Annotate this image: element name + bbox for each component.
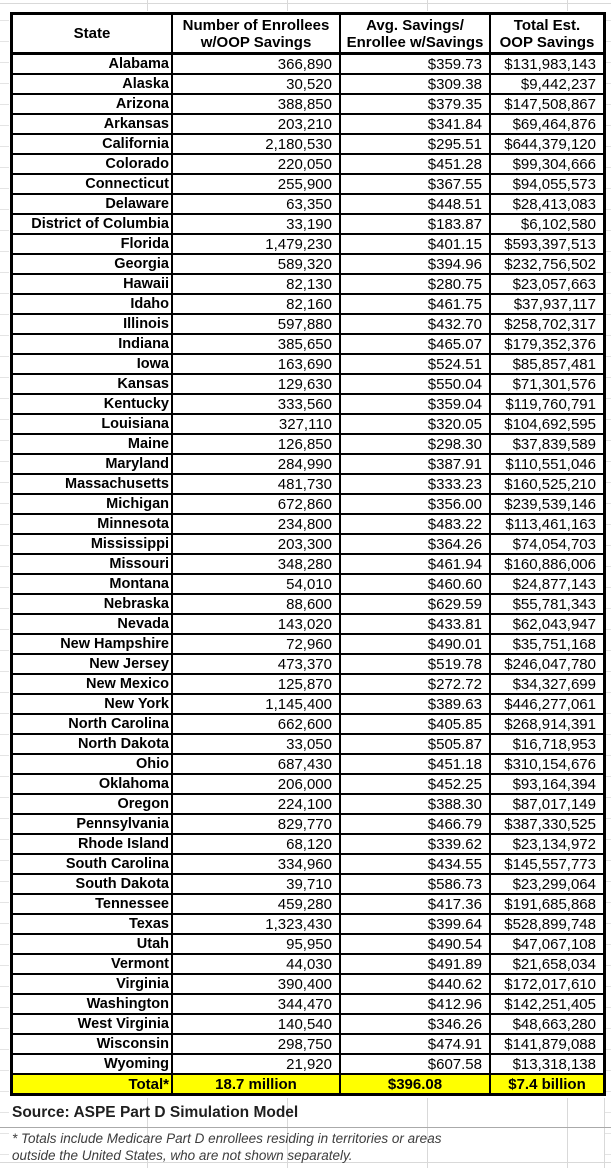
enrollees-cell: 390,400 bbox=[173, 975, 339, 993]
total-savings-cell: $172,017,610 bbox=[491, 975, 603, 993]
avg-savings-cell: $364.26 bbox=[341, 535, 489, 553]
footnote bbox=[12, 1130, 572, 1164]
enrollees-cell: 344,470 bbox=[173, 995, 339, 1013]
header-line: Number of Enrollees bbox=[182, 16, 330, 34]
state-cell: Washington bbox=[13, 995, 171, 1013]
total-savings-cell: $21,658,034 bbox=[491, 955, 603, 973]
state-cell: Pennsylvania bbox=[13, 815, 171, 833]
avg-savings-cell: $359.73 bbox=[341, 55, 489, 73]
state-cell: Georgia bbox=[13, 255, 171, 273]
total-row-avg-savings: $396.08 bbox=[341, 1075, 489, 1093]
avg-savings-cell: $491.89 bbox=[341, 955, 489, 973]
state-cell: Alabama bbox=[13, 55, 171, 73]
enrollees-cell: 54,010 bbox=[173, 575, 339, 593]
total-savings-cell: $160,886,006 bbox=[491, 555, 603, 573]
part-d-savings-table bbox=[10, 12, 606, 1096]
avg-savings-cell: $483.22 bbox=[341, 515, 489, 533]
total-savings-cell: $119,760,791 bbox=[491, 395, 603, 413]
total-savings-cell: $94,055,573 bbox=[491, 175, 603, 193]
total-savings-cell: $48,663,280 bbox=[491, 1015, 603, 1033]
total-savings-cell: $23,134,972 bbox=[491, 835, 603, 853]
enrollees-cell: 2,180,530 bbox=[173, 135, 339, 153]
gridline bbox=[147, 0, 148, 11]
total-savings-cell: $87,017,149 bbox=[491, 795, 603, 813]
state-cell: New Hampshire bbox=[13, 635, 171, 653]
header-line: Avg. Savings/ bbox=[366, 16, 464, 34]
avg-savings-cell: $333.23 bbox=[341, 475, 489, 493]
enrollees-cell: 333,560 bbox=[173, 395, 339, 413]
enrollees-cell: 63,350 bbox=[173, 195, 339, 213]
enrollees-cell: 143,020 bbox=[173, 615, 339, 633]
total-savings-cell: $160,525,210 bbox=[491, 475, 603, 493]
avg-savings-cell: $524.51 bbox=[341, 355, 489, 373]
total-savings-cell: $16,718,953 bbox=[491, 735, 603, 753]
total-savings-cell: $47,067,108 bbox=[491, 935, 603, 953]
state-cell: Massachusetts bbox=[13, 475, 171, 493]
total-savings-cell: $179,352,376 bbox=[491, 335, 603, 353]
enrollees-cell: 672,860 bbox=[173, 495, 339, 513]
avg-savings-cell: $433.81 bbox=[341, 615, 489, 633]
avg-savings-cell: $452.25 bbox=[341, 775, 489, 793]
enrollees-cell: 163,690 bbox=[173, 355, 339, 373]
state-cell: New Jersey bbox=[13, 655, 171, 673]
enrollees-cell: 481,730 bbox=[173, 475, 339, 493]
avg-savings-cell: $295.51 bbox=[341, 135, 489, 153]
avg-savings-cell: $519.78 bbox=[341, 655, 489, 673]
enrollees-cell: 255,900 bbox=[173, 175, 339, 193]
total-savings-cell: $258,702,317 bbox=[491, 315, 603, 333]
avg-savings-cell: $474.91 bbox=[341, 1035, 489, 1053]
avg-savings-cell: $379.35 bbox=[341, 95, 489, 113]
state-cell: North Carolina bbox=[13, 715, 171, 733]
column-header-avg-savings bbox=[341, 15, 489, 53]
state-cell: New Mexico bbox=[13, 675, 171, 693]
enrollees-cell: 125,870 bbox=[173, 675, 339, 693]
total-savings-cell: $387,330,525 bbox=[491, 815, 603, 833]
state-cell: Texas bbox=[13, 915, 171, 933]
total-savings-cell: $232,756,502 bbox=[491, 255, 603, 273]
state-cell: Nevada bbox=[13, 615, 171, 633]
state-cell: Arizona bbox=[13, 95, 171, 113]
total-savings-cell: $644,379,120 bbox=[491, 135, 603, 153]
avg-savings-cell: $629.59 bbox=[341, 595, 489, 613]
state-cell: Maine bbox=[13, 435, 171, 453]
enrollees-cell: 385,650 bbox=[173, 335, 339, 353]
state-cell: Oklahoma bbox=[13, 775, 171, 793]
state-cell: Wyoming bbox=[13, 1055, 171, 1073]
state-cell: Hawaii bbox=[13, 275, 171, 293]
enrollees-cell: 366,890 bbox=[173, 55, 339, 73]
enrollees-cell: 30,520 bbox=[173, 75, 339, 93]
total-savings-cell: $145,557,773 bbox=[491, 855, 603, 873]
enrollees-cell: 44,030 bbox=[173, 955, 339, 973]
state-cell: Ohio bbox=[13, 755, 171, 773]
total-savings-cell: $9,442,237 bbox=[491, 75, 603, 93]
state-cell: Illinois bbox=[13, 315, 171, 333]
total-savings-cell: $23,299,064 bbox=[491, 875, 603, 893]
avg-savings-cell: $401.15 bbox=[341, 235, 489, 253]
enrollees-cell: 82,130 bbox=[173, 275, 339, 293]
total-savings-cell: $74,054,703 bbox=[491, 535, 603, 553]
enrollees-cell: 459,280 bbox=[173, 895, 339, 913]
total-savings-cell: $142,251,405 bbox=[491, 995, 603, 1013]
total-savings-cell: $34,327,699 bbox=[491, 675, 603, 693]
total-savings-cell: $104,692,595 bbox=[491, 415, 603, 433]
state-cell: Arkansas bbox=[13, 115, 171, 133]
total-savings-cell: $528,899,748 bbox=[491, 915, 603, 933]
avg-savings-cell: $466.79 bbox=[341, 815, 489, 833]
state-cell: Connecticut bbox=[13, 175, 171, 193]
avg-savings-cell: $394.96 bbox=[341, 255, 489, 273]
state-cell: North Dakota bbox=[13, 735, 171, 753]
enrollees-cell: 662,600 bbox=[173, 715, 339, 733]
enrollees-cell: 126,850 bbox=[173, 435, 339, 453]
state-cell: Kentucky bbox=[13, 395, 171, 413]
total-savings-cell: $23,057,663 bbox=[491, 275, 603, 293]
state-cell: District of Columbia bbox=[13, 215, 171, 233]
avg-savings-cell: $356.00 bbox=[341, 495, 489, 513]
enrollees-cell: 39,710 bbox=[173, 875, 339, 893]
state-cell: South Dakota bbox=[13, 875, 171, 893]
total-savings-cell: $93,164,394 bbox=[491, 775, 603, 793]
enrollees-cell: 72,960 bbox=[173, 635, 339, 653]
enrollees-cell: 829,770 bbox=[173, 815, 339, 833]
enrollees-cell: 220,050 bbox=[173, 155, 339, 173]
total-savings-cell: $24,877,143 bbox=[491, 575, 603, 593]
enrollees-cell: 687,430 bbox=[173, 755, 339, 773]
state-cell: Wisconsin bbox=[13, 1035, 171, 1053]
total-savings-cell: $69,464,876 bbox=[491, 115, 603, 133]
avg-savings-cell: $389.63 bbox=[341, 695, 489, 713]
enrollees-cell: 129,630 bbox=[173, 375, 339, 393]
total-savings-cell: $37,839,589 bbox=[491, 435, 603, 453]
enrollees-cell: 33,050 bbox=[173, 735, 339, 753]
total-savings-cell: $71,301,576 bbox=[491, 375, 603, 393]
enrollees-cell: 82,160 bbox=[173, 295, 339, 313]
source-line: Source: ASPE Part D Simulation Model bbox=[0, 1100, 611, 1128]
gridline bbox=[0, 3, 611, 4]
enrollees-cell: 206,000 bbox=[173, 775, 339, 793]
avg-savings-cell: $465.07 bbox=[341, 335, 489, 353]
state-cell: Vermont bbox=[13, 955, 171, 973]
enrollees-cell: 597,880 bbox=[173, 315, 339, 333]
avg-savings-cell: $298.30 bbox=[341, 435, 489, 453]
column-header-enrollees bbox=[173, 15, 339, 53]
avg-savings-cell: $451.28 bbox=[341, 155, 489, 173]
total-savings-cell: $6,102,580 bbox=[491, 215, 603, 233]
avg-savings-cell: $341.84 bbox=[341, 115, 489, 133]
state-cell: California bbox=[13, 135, 171, 153]
state-cell: Mississippi bbox=[13, 535, 171, 553]
enrollees-cell: 203,210 bbox=[173, 115, 339, 133]
state-cell: Rhode Island bbox=[13, 835, 171, 853]
enrollees-cell: 1,323,430 bbox=[173, 915, 339, 933]
header-line: State bbox=[73, 25, 111, 42]
avg-savings-cell: $346.26 bbox=[341, 1015, 489, 1033]
enrollees-cell: 284,990 bbox=[173, 455, 339, 473]
enrollees-cell: 348,280 bbox=[173, 555, 339, 573]
state-cell: Idaho bbox=[13, 295, 171, 313]
enrollees-cell: 203,300 bbox=[173, 535, 339, 553]
total-savings-cell: $110,551,046 bbox=[491, 455, 603, 473]
avg-savings-cell: $461.75 bbox=[341, 295, 489, 313]
avg-savings-cell: $448.51 bbox=[341, 195, 489, 213]
enrollees-cell: 327,110 bbox=[173, 415, 339, 433]
total-savings-cell: $310,154,676 bbox=[491, 755, 603, 773]
total-row-total-savings: $7.4 billion bbox=[491, 1075, 603, 1093]
header-line: w/OOP Savings bbox=[200, 33, 312, 51]
state-cell: Minnesota bbox=[13, 515, 171, 533]
avg-savings-cell: $440.62 bbox=[341, 975, 489, 993]
enrollees-cell: 21,920 bbox=[173, 1055, 339, 1073]
avg-savings-cell: $460.60 bbox=[341, 575, 489, 593]
enrollees-cell: 68,120 bbox=[173, 835, 339, 853]
state-cell: Iowa bbox=[13, 355, 171, 373]
state-cell: Oregon bbox=[13, 795, 171, 813]
state-cell: Montana bbox=[13, 575, 171, 593]
avg-savings-cell: $432.70 bbox=[341, 315, 489, 333]
state-cell: Tennessee bbox=[13, 895, 171, 913]
header-line: OOP Savings bbox=[499, 33, 595, 51]
avg-savings-cell: $388.30 bbox=[341, 795, 489, 813]
avg-savings-cell: $412.96 bbox=[341, 995, 489, 1013]
total-savings-cell: $62,043,947 bbox=[491, 615, 603, 633]
state-cell: South Carolina bbox=[13, 855, 171, 873]
total-savings-cell: $239,539,146 bbox=[491, 495, 603, 513]
gridline bbox=[567, 0, 568, 11]
state-cell: Maryland bbox=[13, 455, 171, 473]
avg-savings-cell: $387.91 bbox=[341, 455, 489, 473]
avg-savings-cell: $399.64 bbox=[341, 915, 489, 933]
avg-savings-cell: $367.55 bbox=[341, 175, 489, 193]
state-cell: Alaska bbox=[13, 75, 171, 93]
enrollees-cell: 140,540 bbox=[173, 1015, 339, 1033]
state-cell: Virginia bbox=[13, 975, 171, 993]
state-cell: Indiana bbox=[13, 335, 171, 353]
total-savings-cell: $131,983,143 bbox=[491, 55, 603, 73]
avg-savings-cell: $320.05 bbox=[341, 415, 489, 433]
enrollees-cell: 1,479,230 bbox=[173, 235, 339, 253]
enrollees-cell: 298,750 bbox=[173, 1035, 339, 1053]
total-row-label: Total* bbox=[13, 1075, 171, 1093]
total-row-enrollees: 18.7 million bbox=[173, 1075, 339, 1093]
enrollees-cell: 334,960 bbox=[173, 855, 339, 873]
avg-savings-cell: $607.58 bbox=[341, 1055, 489, 1073]
avg-savings-cell: $309.38 bbox=[341, 75, 489, 93]
state-cell: Florida bbox=[13, 235, 171, 253]
avg-savings-cell: $405.85 bbox=[341, 715, 489, 733]
enrollees-cell: 88,600 bbox=[173, 595, 339, 613]
state-cell: Louisiana bbox=[13, 415, 171, 433]
avg-savings-cell: $434.55 bbox=[341, 855, 489, 873]
avg-savings-cell: $272.72 bbox=[341, 675, 489, 693]
state-cell: New York bbox=[13, 695, 171, 713]
enrollees-cell: 473,370 bbox=[173, 655, 339, 673]
state-cell: West Virginia bbox=[13, 1015, 171, 1033]
footnote-line-1: * Totals include Medicare Part D enrollees residing in territories or areas bbox=[12, 1131, 442, 1146]
total-savings-cell: $446,277,061 bbox=[491, 695, 603, 713]
avg-savings-cell: $339.62 bbox=[341, 835, 489, 853]
footnote-line-2: outside the United States, who are not shown separately. bbox=[12, 1148, 353, 1163]
total-savings-cell: $55,781,343 bbox=[491, 595, 603, 613]
state-cell: Michigan bbox=[13, 495, 171, 513]
state-cell: Nebraska bbox=[13, 595, 171, 613]
state-cell: Utah bbox=[13, 935, 171, 953]
total-savings-cell: $85,857,481 bbox=[491, 355, 603, 373]
gridline bbox=[427, 0, 428, 11]
gridline bbox=[287, 0, 288, 11]
total-savings-cell: $28,413,083 bbox=[491, 195, 603, 213]
total-savings-cell: $141,879,088 bbox=[491, 1035, 603, 1053]
avg-savings-cell: $505.87 bbox=[341, 735, 489, 753]
enrollees-cell: 589,320 bbox=[173, 255, 339, 273]
state-cell: Kansas bbox=[13, 375, 171, 393]
avg-savings-cell: $183.87 bbox=[341, 215, 489, 233]
column-header-state bbox=[13, 15, 171, 53]
total-savings-cell: $593,397,513 bbox=[491, 235, 603, 253]
total-savings-cell: $246,047,780 bbox=[491, 655, 603, 673]
avg-savings-cell: $451.18 bbox=[341, 755, 489, 773]
enrollees-cell: 234,800 bbox=[173, 515, 339, 533]
avg-savings-cell: $417.36 bbox=[341, 895, 489, 913]
header-line: Enrollee w/Savings bbox=[346, 33, 484, 51]
avg-savings-cell: $359.04 bbox=[341, 395, 489, 413]
total-savings-cell: $99,304,666 bbox=[491, 155, 603, 173]
enrollees-cell: 95,950 bbox=[173, 935, 339, 953]
enrollees-cell: 1,145,400 bbox=[173, 695, 339, 713]
state-cell: Colorado bbox=[13, 155, 171, 173]
total-savings-cell: $147,508,867 bbox=[491, 95, 603, 113]
total-savings-cell: $191,685,868 bbox=[491, 895, 603, 913]
avg-savings-cell: $550.04 bbox=[341, 375, 489, 393]
total-savings-cell: $35,751,168 bbox=[491, 635, 603, 653]
state-cell: Missouri bbox=[13, 555, 171, 573]
column-header-total-savings bbox=[491, 15, 603, 53]
state-cell: Delaware bbox=[13, 195, 171, 213]
left-margin-gridlines bbox=[0, 0, 9, 1168]
total-savings-cell: $13,318,138 bbox=[491, 1055, 603, 1073]
header-line: Total Est. bbox=[513, 16, 581, 34]
avg-savings-cell: $586.73 bbox=[341, 875, 489, 893]
enrollees-cell: 224,100 bbox=[173, 795, 339, 813]
total-savings-cell: $268,914,391 bbox=[491, 715, 603, 733]
enrollees-cell: 388,850 bbox=[173, 95, 339, 113]
enrollees-cell: 33,190 bbox=[173, 215, 339, 233]
total-savings-cell: $37,937,117 bbox=[491, 295, 603, 313]
total-savings-cell: $113,461,163 bbox=[491, 515, 603, 533]
avg-savings-cell: $490.01 bbox=[341, 635, 489, 653]
avg-savings-cell: $490.54 bbox=[341, 935, 489, 953]
avg-savings-cell: $461.94 bbox=[341, 555, 489, 573]
avg-savings-cell: $280.75 bbox=[341, 275, 489, 293]
